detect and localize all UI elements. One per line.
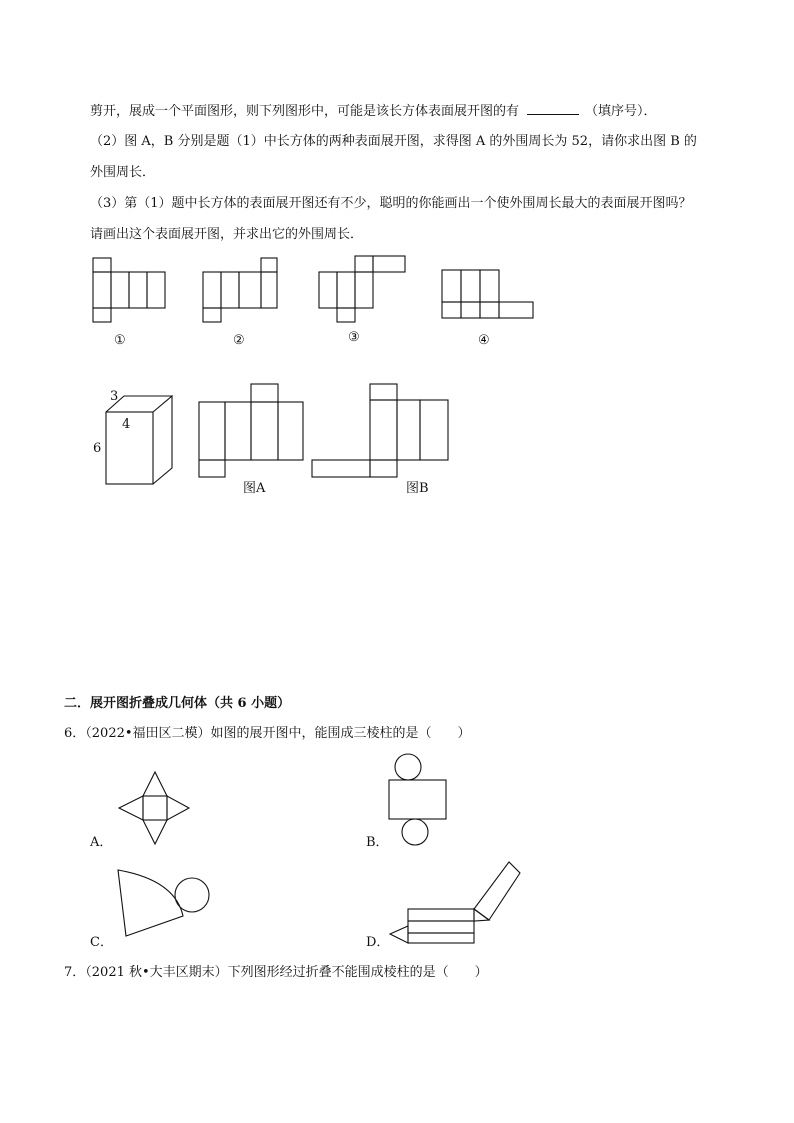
net-2 xyxy=(203,258,277,322)
net-3-label: ③ xyxy=(348,330,360,345)
cuboid-figure xyxy=(106,396,172,484)
net-1-label: ① xyxy=(114,333,126,348)
option-b-label[interactable]: B． xyxy=(366,835,389,850)
net-2-label: ② xyxy=(233,333,245,348)
net-4 xyxy=(442,270,533,318)
section-heading: 二．展开图折叠成几何体（共 6 小题） xyxy=(64,696,291,711)
cuboid-width-label: 4 xyxy=(122,417,131,432)
net-1 xyxy=(93,258,165,322)
cuboid-length-label: 3 xyxy=(110,389,119,404)
option-c-figure xyxy=(118,870,209,936)
figure-a-net xyxy=(199,384,303,477)
q5-line1-suffix: （填序号）． xyxy=(585,104,657,119)
figure-b-net xyxy=(312,384,448,477)
option-d-figure xyxy=(390,862,520,943)
q5-part2-line1: （2）图 A，B 分别是题（1）中长方体的两种表面展开图，求得图 A 的外围周长为 52，请你求出图 B 的 xyxy=(90,134,697,149)
option-c-label[interactable]: C． xyxy=(90,935,113,950)
q5-part3-line2: 请画出这个表面展开图，并求出它的外围周长． xyxy=(90,227,364,242)
cuboid-height-label: 6 xyxy=(93,441,102,456)
figure-a-caption: 图A xyxy=(243,481,266,496)
q7-text: 7．（2021 秋•大丰区期末）下列图形经过折叠不能围成棱柱的是（ ） xyxy=(64,965,488,980)
q5-part3-line1: （3）第（1）题中长方体的表面展开图还有不少，聪明的你能画出一个使外围周长最大的表面展开图吗？ xyxy=(90,196,692,211)
q5-line1-text: 剪开，展成一个平面图形，则下列图形中，可能是该长方体表面展开图的有 xyxy=(90,104,520,119)
figure-b-caption: 图B xyxy=(406,481,429,496)
net-4-label: ④ xyxy=(478,333,490,348)
option-d-label[interactable]: D． xyxy=(366,935,390,950)
q6-text: 6．（2022•福田区二模）如图的展开图中，能围成三棱柱的是（ ） xyxy=(64,726,471,741)
q5-part2-line2: 外围周长． xyxy=(90,165,156,180)
option-a-label[interactable]: A． xyxy=(90,835,113,850)
net-3 xyxy=(319,256,405,322)
option-a-figure xyxy=(119,772,189,844)
option-b-figure xyxy=(389,754,446,845)
